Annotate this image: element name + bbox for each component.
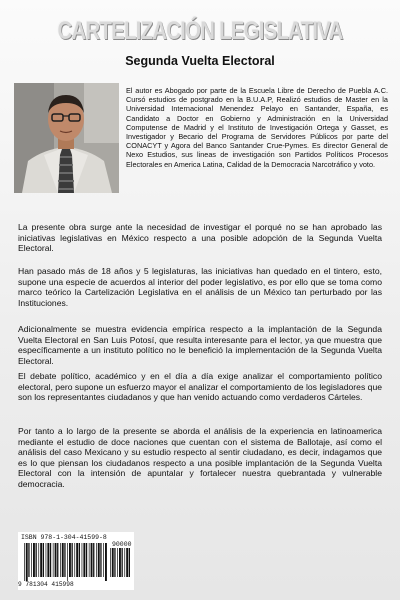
description-paragraph-3: Adicionalmente se muestra evidencia empírica respecto a la implantación de la Segunda Vuelta Electoral en San Luis Potosí, que resulta interesante para el lector, ya que muestra que específicamente a un instituto político no le benefició la implementación de la Segunda Vuelta Electoral. [18, 324, 382, 366]
author-portrait-icon [14, 83, 119, 193]
book-title: CARTELIZACIÓN LEGISLATIVA [57, 17, 343, 45]
description-paragraph-5: Por tanto a lo largo de la presente se aborda el análisis de la experiencia en latinoamerica mediante el estudio de doce naciones que cuentan con el sistema de Ballotaje, así como el análisis del caso Mexicano y su estudio respecto al sentir ciudadano, es decir, indagamos que es lo que piensan los ciudadanos respecto a una posible implantación de la Segunda Vuelta Electoral con la intensión de apuntalar y fortalecer nuestra quebrantada y vulnerable democracia. [18, 426, 382, 489]
description-paragraph-2: Han pasado más de 18 años y 5 legislaturas, las iniciativas han quedado en el tintero, esto, supone una especie de acuerdos al interior del poder legislativo, es por ello que se toma como marco teórico la Cartelización Legislativa en el análisis de un México tan perturbado por las Instituciones. [18, 266, 382, 308]
description-paragraph-4: El debate político, académico y en el día a día exige analizar el comportamiento político electoral, pero supone un esfuerzo mayor el analizar el comportamiento de los legisladores que son los representantes ciudadanos y que han venido actuando como verdaderos Cárteles. [18, 371, 382, 403]
isbn-label: ISBN 978-1-304-41599-8 [21, 534, 107, 541]
barcode-bars-icon [24, 543, 108, 581]
book-subtitle: Segunda Vuelta Electoral [125, 54, 275, 68]
addon-barcode-icon [110, 548, 132, 581]
author-bio: El autor es Abogado por parte de la Escuela Libre de Derecho de Puebla A.C. Cursó estudios de postgrado en la B.U.A.P, Realizó estudios de Master en la Universidad Internacional Menendez Pelayo en Santander, España, es Candidato a Doctor en Gobierno y Administración en la Universidad Computense de Madrid y el Instituto de Investigación Ortega y Gasset, es Investigador y Becario del Programa de Servidores Públicos por parte del CONACYT y Agora del Banco Santander Crue-Pymes. Es director General de Nexo Estudios, sus lineas de investigación son Partidos Políticos Procesos Electorales en America Latina, Calidad de la Democracia Narcotráfico y voto. [126, 86, 388, 169]
isbn-barcode [18, 532, 134, 590]
barcode-number: 9 781304 415998 [18, 581, 74, 588]
price-code: 90000 [112, 541, 132, 548]
description-paragraph-1: La presente obra surge ante la necesidad de investigar el porqué no se han aprobado las iniciativas legislativas en México respecto a una posible adopción de la Segunda Vuelta Electoral. [18, 222, 382, 254]
author-photo [14, 83, 119, 193]
